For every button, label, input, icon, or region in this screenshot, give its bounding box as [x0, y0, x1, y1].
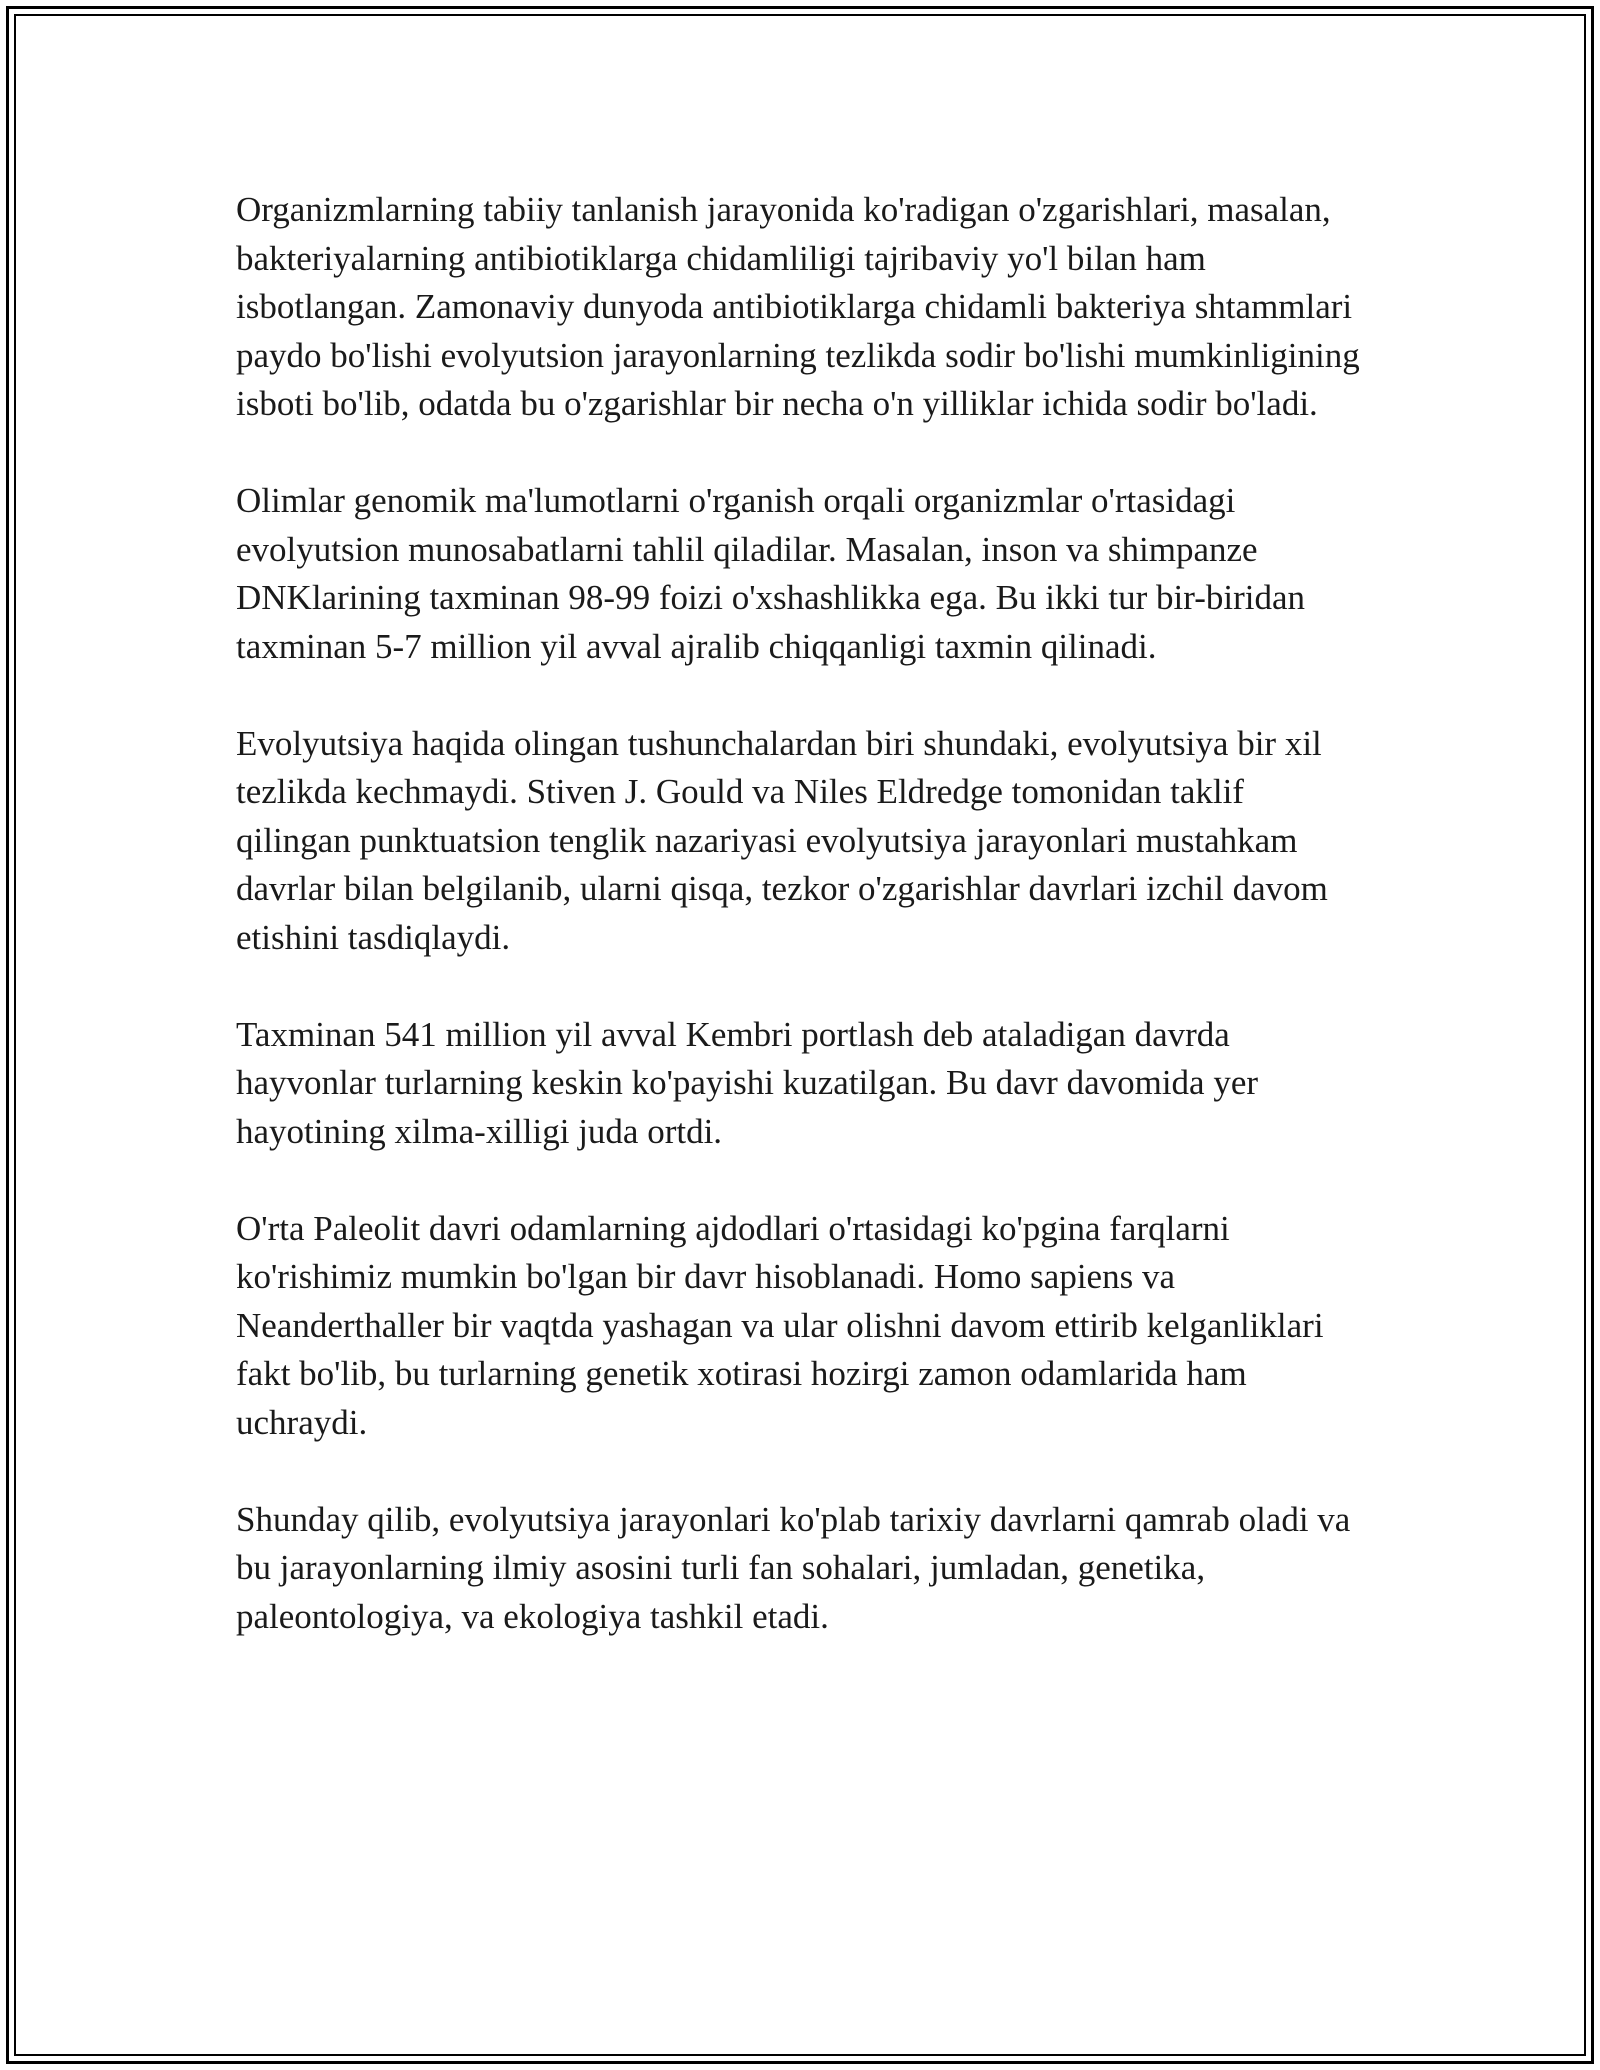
paragraph-2: Olimlar genomik ma'lumotlarni o'rganish orqali organizmlar o'rtasidagi evolyutsion munosabatlarni tahlil qiladilar. Masalan, inson va shimpanze DNKlarining taxminan 98-99 foizi o'xshashlikka ega. Bu ikki tur bir-biridan taxminan 5-7 million yil avval ajralib chiqqanligi taxmin qilinadi.: [236, 481, 1306, 666]
paragraph-5: O'rta Paleolit davri odamlarning ajdodlari o'rtasidagi ko'pgina farqlarni ko'rishimiz mumkin bo'lgan bir davr hisoblanadi. Homo sapiens va Neanderthaller bir vaqtda yashagan va ular olishni davom ettirib kelganliklari fakt bo'lib, bu turlarning genetik xotirasi hozirgi zamon odamlarida ham uchraydi.: [236, 1208, 1324, 1442]
paragraph-1: Organizmlarning tabiiy tanlanish jarayonida ko'radigan o'zgarishlari, masalan, bakteriyalarning antibiotiklarga chidamliligi tajribaviy yo'l bilan ham isbotlangan. Zamonaviy dunyoda antibiotiklarga chidamli bakteriya shtammlari paydo bo'lishi evolyutsion jarayonlarning tezlikda sodir bo'lishi mumkinligining isboti bo'lib, odatda bu o'zgarishlar bir necha o'n yilliklar ichida sodir bo'ladi.: [236, 190, 1360, 423]
document-body: [236, 186, 1366, 1690]
paragraph-3: Evolyutsiya haqida olingan tushunchalardan biri shundaki, evolyutsiya bir xil tezlikda kechmaydi. Stiven J. Gould va Niles Eldredge tomonidan taklif qilingan punktuatsion tenglik nazariyasi evolyutsiya jarayonlari mustahkam davrlar bilan belgilanib, ularni qisqa, tezkor o'zgarishlar davrlari izchil davom etishini tasdiqlaydi.: [236, 723, 1328, 957]
paragraph-6: Shunday qilib, evolyutsiya jarayonlari ko'plab tarixiy davrlarni qamrab oladi va bu jarayonlarning ilmiy asosini turli fan sohalari, jumladan, genetika, paleontologiya, va ekologiya tashkil etadi.: [236, 1499, 1351, 1636]
paragraph-4: Taxminan 541 million yil avval Kembri portlash deb ataladigan davrda hayvonlar turlarning keskin ko'payishi kuzatilgan. Bu davr davomida yer hayotining xilma-xilligi juda ortdi.: [236, 1014, 1259, 1151]
